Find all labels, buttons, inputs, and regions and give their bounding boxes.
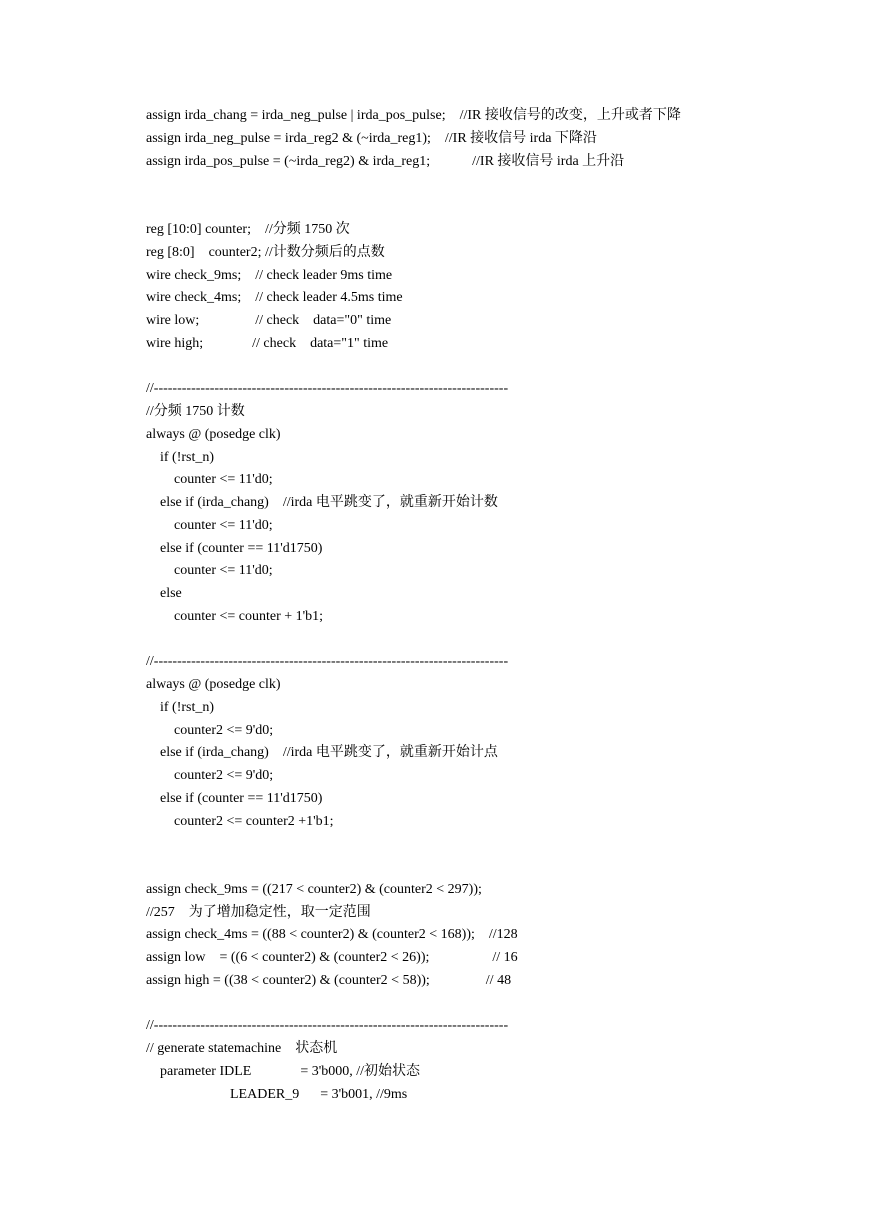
code-line: assign low = ((6 < counter2) & (counter2 < 26)); // 16	[146, 950, 518, 965]
code-line: if (!rst_n)	[146, 450, 215, 465]
code-line: wire check_9ms; // check leader 9ms time	[146, 268, 393, 283]
code-line: assign irda_pos_pulse = (~irda_reg2) & irda_reg1; //IR 接收信号 irda 上升沿	[146, 154, 625, 169]
code-line: counter <= 11'd0;	[146, 472, 273, 487]
separator-comment: //----------------------------------------------------------------------------	[146, 1018, 509, 1033]
separator-comment: //----------------------------------------------------------------------------	[146, 654, 509, 669]
code-line: counter2 <= 9'd0;	[146, 768, 274, 783]
code-line: assign check_9ms = ((217 < counter2) & (counter2 < 297));	[146, 882, 482, 897]
code-line: reg [8:0] counter2; //计数分频后的点数	[146, 245, 385, 260]
code-line: reg [10:0] counter; //分频 1750 次	[146, 222, 350, 237]
code-line: assign irda_neg_pulse = irda_reg2 & (~irda_reg1); //IR 接收信号 irda 下降沿	[146, 131, 597, 146]
code-line: LEADER_9 = 3'b001, //9ms	[146, 1087, 408, 1102]
code-line: always @ (posedge clk)	[146, 677, 281, 692]
code-line: counter <= 11'd0;	[146, 563, 273, 578]
code-line: //257 为了增加稳定性，取一定范围	[146, 905, 371, 920]
separator-comment: //----------------------------------------------------------------------------	[146, 381, 509, 396]
code-line: else if (counter == 11'd1750)	[146, 791, 323, 806]
code-line: else if (irda_chang) //irda 电平跳变了，就重新开始计点	[146, 745, 498, 760]
code-line: wire check_4ms; // check leader 4.5ms time	[146, 290, 403, 305]
code-line: parameter IDLE = 3'b000, //初始状态	[146, 1064, 421, 1079]
code-line: always @ (posedge clk)	[146, 427, 281, 442]
code-line: counter <= 11'd0;	[146, 518, 273, 533]
code-line: counter <= counter + 1'b1;	[146, 609, 324, 624]
code-line: wire high; // check data="1" time	[146, 336, 389, 351]
code-line: counter2 <= 9'd0;	[146, 723, 274, 738]
code-line: // generate statemachine 状态机	[146, 1041, 338, 1056]
code-line: //分频 1750 计数	[146, 404, 245, 419]
code-line: else if (irda_chang) //irda 电平跳变了，就重新开始计数	[146, 495, 498, 510]
code-line: counter2 <= counter2 +1'b1;	[146, 814, 334, 829]
code-line: if (!rst_n)	[146, 700, 215, 715]
code-line: assign irda_chang = irda_neg_pulse | irda_pos_pulse; //IR 接收信号的改变，上升或者下降	[146, 108, 681, 123]
code-line: else if (counter == 11'd1750)	[146, 541, 323, 556]
code-line: assign high = ((38 < counter2) & (counter2 < 58)); // 48	[146, 973, 512, 988]
code-line: assign check_4ms = ((88 < counter2) & (counter2 < 168)); //128	[146, 927, 518, 942]
code-line: wire low; // check data="0" time	[146, 313, 392, 328]
code-line: else	[146, 586, 182, 601]
